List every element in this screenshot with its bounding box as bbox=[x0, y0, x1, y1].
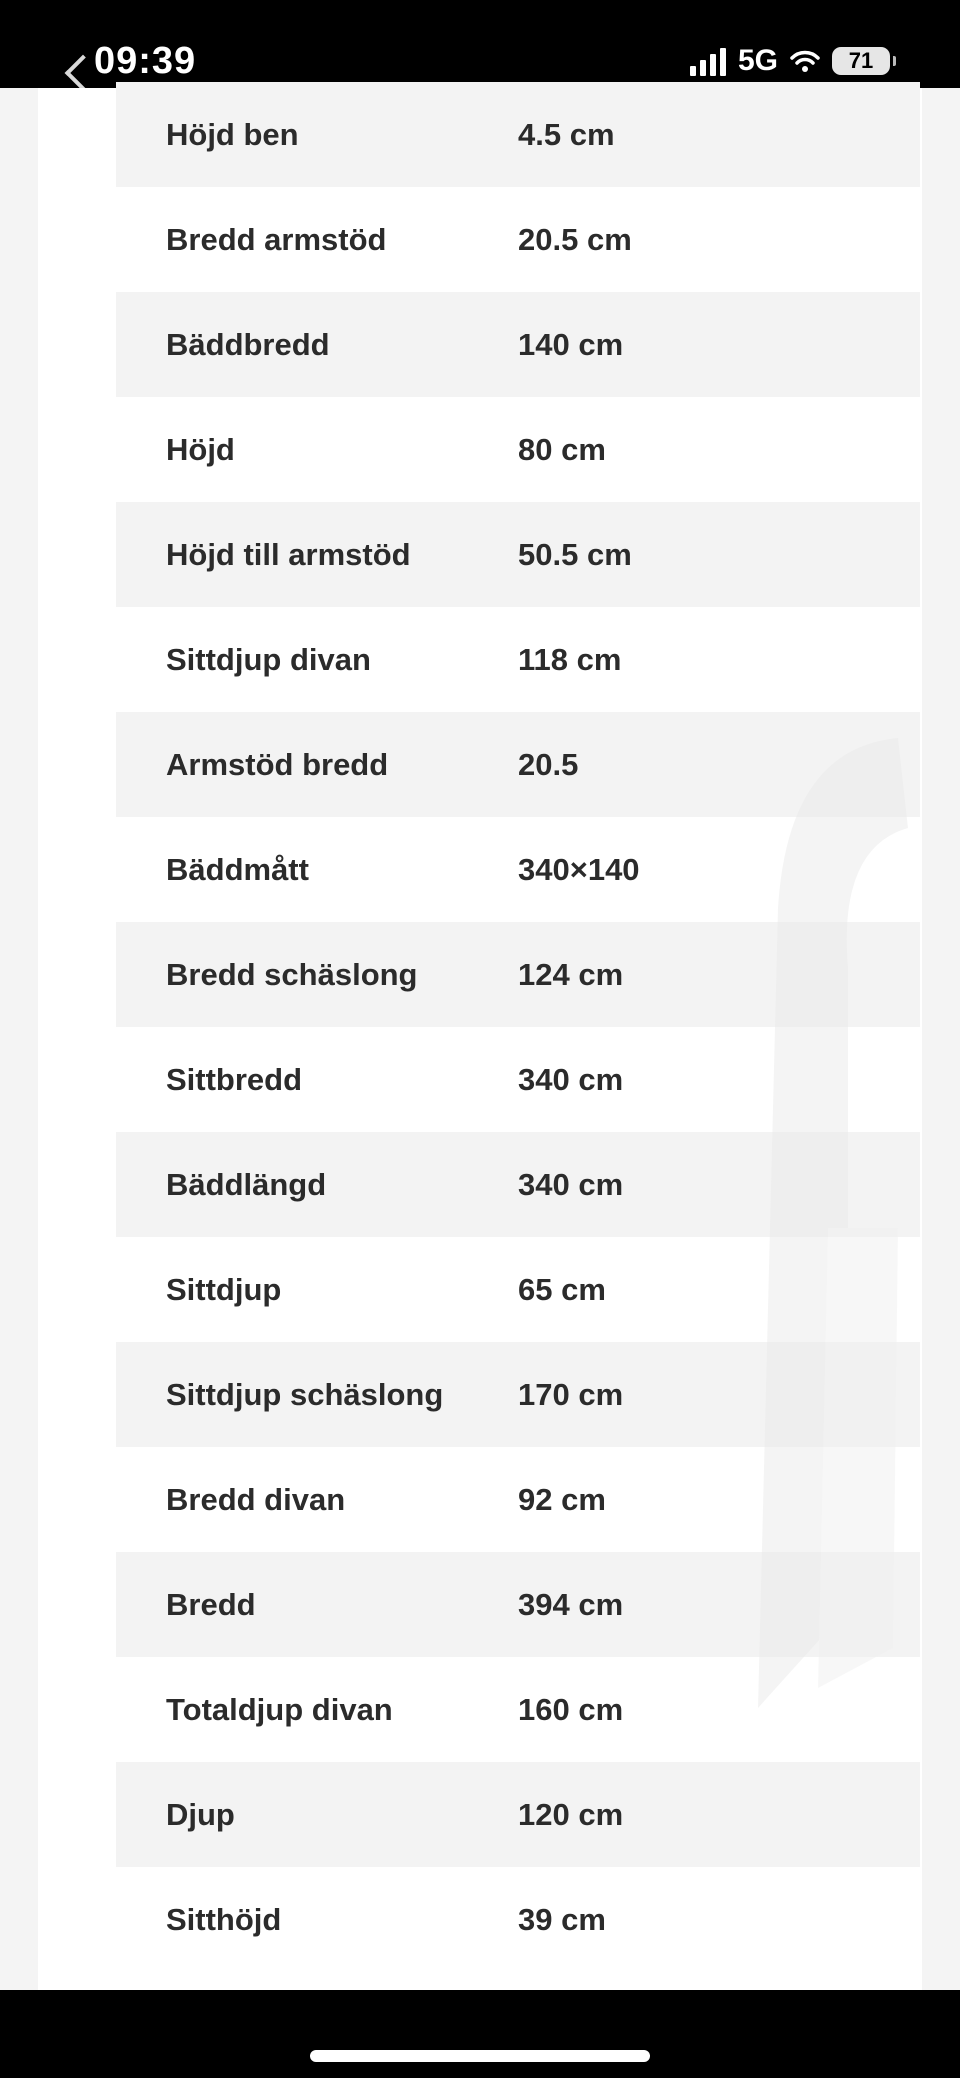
spec-value: 80 cm bbox=[518, 431, 606, 467]
home-indicator[interactable] bbox=[310, 2050, 650, 2062]
spec-label: Totaldjup divan bbox=[166, 1691, 393, 1727]
spec-row bbox=[116, 1762, 920, 1867]
spec-row bbox=[116, 1027, 920, 1132]
spec-value: 340 cm bbox=[518, 1166, 624, 1202]
spec-row bbox=[116, 1447, 920, 1552]
wifi-icon bbox=[790, 49, 820, 73]
spec-label: Bäddbredd bbox=[166, 326, 330, 362]
battery-level: 71 bbox=[848, 48, 874, 73]
page bbox=[0, 88, 960, 1990]
spec-value: 92 cm bbox=[518, 1481, 606, 1517]
spec-label: Höjd ben bbox=[166, 116, 299, 152]
spec-card bbox=[38, 88, 922, 1990]
spec-label: Sittdjup bbox=[166, 1271, 282, 1307]
spec-row bbox=[116, 292, 920, 397]
spec-value: 160 cm bbox=[518, 1691, 624, 1727]
spec-value: 394 cm bbox=[518, 1586, 624, 1622]
spec-value: 340 cm bbox=[518, 1061, 624, 1097]
spec-row bbox=[116, 817, 920, 922]
spec-row bbox=[116, 82, 920, 187]
spec-table bbox=[116, 82, 920, 1972]
spec-value: 39 cm bbox=[518, 1901, 606, 1937]
signal-icon bbox=[690, 46, 726, 76]
spec-value: 124 cm bbox=[518, 956, 624, 992]
spec-value: 65 cm bbox=[518, 1271, 606, 1307]
spec-row bbox=[116, 502, 920, 607]
status-bar bbox=[0, 0, 960, 88]
spec-label: Bäddlängd bbox=[166, 1166, 327, 1202]
spec-value: 20.5 bbox=[518, 746, 579, 782]
spec-label: Bäddmått bbox=[166, 851, 309, 887]
spec-value: 120 cm bbox=[518, 1796, 624, 1832]
spec-value: 20.5 cm bbox=[518, 221, 632, 257]
spec-value: 340×140 bbox=[518, 851, 640, 887]
network-label: 5G bbox=[737, 44, 778, 77]
spec-row bbox=[116, 187, 920, 292]
spec-label: Sittdjup divan bbox=[166, 641, 371, 677]
spec-label: Sittbredd bbox=[166, 1061, 303, 1097]
spec-value: 118 cm bbox=[518, 641, 622, 677]
spec-row bbox=[116, 1132, 920, 1237]
status-time: 09:39 bbox=[94, 40, 197, 82]
spec-label: Höjd till armstöd bbox=[166, 536, 411, 572]
status-icons bbox=[690, 44, 890, 78]
spec-label: Armstöd bredd bbox=[166, 746, 389, 782]
spec-value: 140 cm bbox=[518, 326, 624, 362]
spec-label: Sitthöjd bbox=[166, 1901, 282, 1937]
spec-row bbox=[116, 1552, 920, 1657]
spec-label: Sittdjup schäslong bbox=[166, 1376, 444, 1412]
battery-icon bbox=[832, 47, 890, 75]
spec-label: Bredd armstöd bbox=[166, 221, 387, 257]
spec-row bbox=[116, 1657, 920, 1762]
spec-row bbox=[116, 922, 920, 1027]
spec-label: Bredd bbox=[166, 1586, 256, 1622]
spec-row bbox=[116, 607, 920, 712]
spec-value: 170 cm bbox=[518, 1376, 624, 1412]
spec-label: Höjd bbox=[166, 431, 235, 467]
spec-row bbox=[116, 1237, 920, 1342]
spec-row bbox=[116, 1867, 920, 1972]
spec-row bbox=[116, 1342, 920, 1447]
spec-row bbox=[116, 397, 920, 502]
bottom-bar bbox=[0, 1990, 960, 2078]
spec-value: 50.5 cm bbox=[518, 536, 632, 572]
spec-label: Bredd divan bbox=[166, 1481, 346, 1517]
spec-row bbox=[116, 712, 920, 817]
spec-label: Bredd schäslong bbox=[166, 956, 418, 992]
spec-label: Djup bbox=[166, 1796, 235, 1832]
spec-value: 4.5 cm bbox=[518, 116, 615, 152]
